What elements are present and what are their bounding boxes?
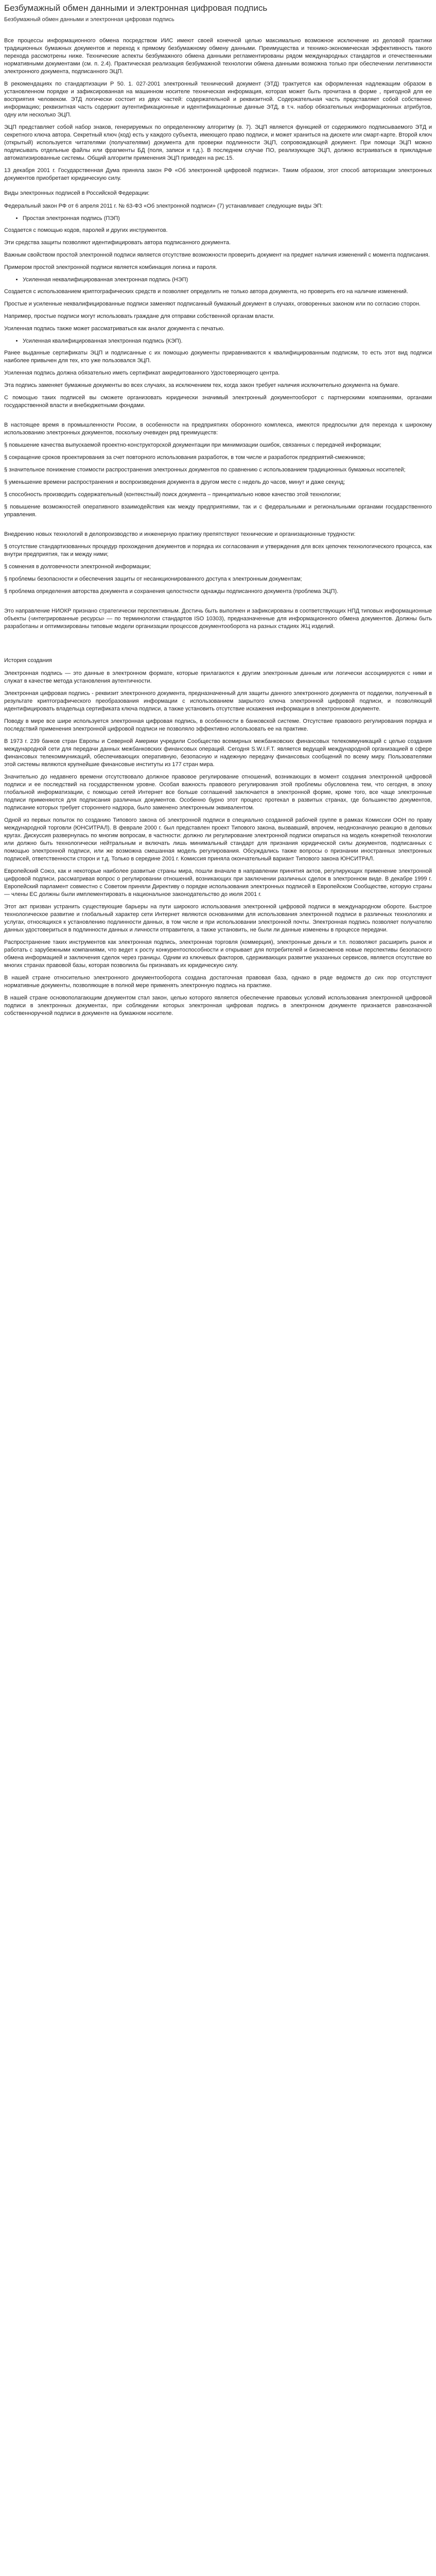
spacer (4, 642, 432, 650)
unqualified-paragraph: Усиленная подпись также может рассматриваться как аналог документа с печатью. (4, 326, 225, 332)
difficulty-item: § проблемы безопасности и обеспечения защиты от несанкционированного доступа к электронным документам; (4, 576, 302, 582)
history-paragraph: Этот акт призван устранить существующие барьеры на пути широкого использования электронной цифровой подписи в международном обороте. Быстрое технологическое развитие и глобальный характер сети Интернет являются основаниями для использования электронной подписи в различных технологиях и услугах, относящихся к установлению подлинности данных, в том числе и при использовании электронной почты. Электронная подпись позволяет получателю данных удостовериться в подлинности данных и личности отправителя, а также установить, не были ли данные изменены в процессе передачи. (4, 904, 432, 933)
spacer (4, 523, 432, 531)
qualified-paragraph: С помощью таких подписей вы сможете организовать юридически значимый электронный документооборот с партнерскими компаниями, органами государственной власти и внебюджетными фондами. (4, 395, 432, 409)
history-paragraph: Европейский Союз, как и некоторые наиболее развитые страны мира, пошли вначале в направлении принятия актов, регулирующих применение электронной цифровой подписи, рассматривая вопрос о регулировании отношений, возникающих при заключении различных сделок в электронном виде. В декабре 1999 г. Европейский парламент совместно с Советом приняли Директиву о порядке использования электронных подписей в Европейском Сообществе, которую страны — члены ЕС должны были имплементировать в национальное законодательство до июля 2001 г. (4, 868, 432, 897)
simple-paragraph: Создается с помощью кодов, паролей и других инструментов. (4, 227, 168, 233)
qualified-paragraph: Эта подпись заменяет бумажные документы во всех случаях, за исключением тех, когда закон требует наличия исключительно документа на бумаге. (4, 382, 399, 388)
difficulty-item: § отсутствие стандартизованных процедур прохождения документов и порядка их согласования и утверждения для всех цепочек технологического процесса, как внутри предприятия, так и между ними; (4, 544, 432, 557)
unqualified-paragraph: Создается с использованием криптографических средств и позволяет определить не только автора документа, но проверить его на наличие изменений. (4, 289, 408, 295)
advantage-item: § повышение возможностей оперативного взаимодействия как между предприятиями, так и с федеральными и региональными органами государственного управления. (4, 504, 432, 518)
page-subtitle: Безбумажный обмен данными и электронная цифровая подпись (4, 16, 175, 23)
simple-paragraph: Эти средства защиты позволяют идентифицировать автора подписанного документа. (4, 240, 231, 246)
list-item: • Простая электронная подпись (ПЭП) (23, 215, 432, 223)
advantage-item: § уменьшение времени распространения и воспроизведения документа в другом месте с недель до часов, минут и даже секунд; (4, 479, 345, 485)
simple-paragraph: Примером простой электронной подписи является комбинация логина и пароля. (4, 264, 217, 270)
list-item: • Усиленная неквалифицированная электронная подпись (НЭП) (23, 276, 432, 284)
article (0, 0, 436, 1032)
history-paragraph: Электронная цифровая подпись - реквизит электронного документа, предназначенный для защиты данного электронного документа от подделки, полученный в результате криптографического преобразования информации с использованием закрытого ключа электронной цифровой подписи, и позволяющий идентифицировать владельца сертификата ключа подписи, а также установить отсутствие искажения информации в электронном документе. (4, 690, 432, 712)
defense-intro: В настоящее время в промышленности России, в особенности на предприятиях оборонного комплекса, имеются предпосылки для перехода к широкому использованию электронных документов, поскольку очевиден ряд преимуществ: (4, 422, 432, 436)
advantage-item: § сокращение сроков проектирования за счет повторного использования разработок, в том числе и разработок предприятий-смежников; (4, 454, 365, 461)
page-title: Безбумажный обмен данными и электронная цифровая подпись (4, 3, 268, 13)
intro-paragraph: ЭЦП представляет собой набор знаков, генерируемых по определенному алгоритму (в. 7). ЭЦП является функцией от содержимого подписываемого ЭТД и секретного ключа автора. Секретный ключ (код) есть у каждого субъекта, имеющего право подписи, и может храниться на дискете или смарт-карте. Второй ключ (открытый) используется читателями (получателями) документа для проверки подлинности ЭЦП, сопровождающей документ. При помощи ЭЦП можно подписывать отдельные файлы или фрагменты БД (поля, записи и т.д.). В последнем случае ПО, реализующее ЭЦП, должно встраиваться в прикладные автоматизированные системы. Общий алгоритм применения ЭЦП приведен на рис.15. (4, 124, 432, 161)
list-item: • Усиленная квалифицированная электронная подпись (КЭП). (23, 337, 432, 345)
simple-paragraph: Важным свойством простой электронной подписи является отсутствие возможности проверить документ на предмет наличия изменений с момента подписания. (4, 252, 430, 258)
tail-paragraph: В нашей стране относительно электронного документооборота создана достаточная правовая база, однако в ряде ведомств до сих пор отсутствуют нормативные документы, позволяющие в полной мере применять электронную подпись на практике. (4, 975, 432, 989)
law-paragraph: Федеральный закон РФ от 6 апреля 2011 г. № 63-ФЗ «Об электронной подписи» (7) устанавливает следующие виды ЭП: (4, 203, 323, 209)
history-paragraph: Значительно до недавнего времени отсутствовало должное правовое регулирование отношений, возникающих в момент создания электронной цифровой подписи и ее последствий на государственном уровне. Особая важность правового регулирования этой проблемы обусловлена тем, что сегодня, в эпоху глобальной информатизации, с помощью сетей Интернет все больше соглашений заключается в электронной форме, кроме того, все чаще электронные подписи применяются для подписания различных документов. Особенно бурно этот процесс протекал в развитых странах, где большинство документов, подписание которых требует стороннего надзора, было заменено электронным эквивалентом. (4, 774, 432, 811)
difficulty-item: § проблема определения авторства документа и сохранения целостности однажды подписанного документа (проблема ЭЦП). (4, 588, 339, 595)
difficulties-intro: Внедрению новых технологий в делопроизводство и инженерную практику препятствуют технические и организационные трудности: (4, 531, 356, 537)
history-paragraph: Поводу в мире все шире используется электронная цифровая подпись, в особенности в банковской системе. Отсутствие правового регулирования порядка и последствий применения электронной цифровой подписи не позволяло эффективно использовать ее на практике. (4, 718, 432, 732)
history-paragraph: Электронная подпись — это данные в электронном формате, которые прилагаются к другим электронным данным или логически ассоциируются с ними и служат в качестве метода установления аутентичности. (4, 670, 432, 684)
intro-paragraph: 13 декабря 2001 г. Государственная Дума приняла закон РФ «Об электронной цифровой подписи». Таким образом, этот способ авторизации электронных документов приобретает юридическую силу. (4, 167, 432, 181)
history-paragraph: Одной из первых попыток по созданию Типового закона об электронной подписи в специально созданной рабочей группе в рамках Комиссии ООН по праву международной торговли (ЮНСИТРАЛ). В феврале 2000 г. был представлен проект Типового закона, вызвавший, впрочем, неоднозначную реакцию в деловых кругах. Дискуссия развернулась по многим вопросам, в частности: должно ли регулирование электронной подписи опираться на модель конкретной технологии или должно быть технологически нейтральным и включать лишь минимальный стандарт для признания юридической силы документов, подписанных с помощью электронной подписи, или же возможна смешанная модель регулирования. Обсуждались также вопросы о признании иностранных электронных подписей, ответственности сторон и т.д. Только в середине 2001 г. Комиссия приняла окончательный вариант Типового закона ЮНСИТРАЛ. (4, 817, 432, 862)
spacer (4, 414, 432, 421)
difficulty-item: § сомнения в долговечности электронной информации; (4, 564, 151, 570)
difficulties-conclusion: Это направление НИОКР признано стратегически перспективным. Достичь быть выполнен и зафиксированы в соответствующих НПД типовых информационные объекты (‹интегрированные ресурсы› — по терминологии стандартов ISO 10303), предназначенные для информационного обмена документов. Должны быть разработаны и оптимизированы типовые модели организации процессов документооборота на разных стадиях ЖЦ изделий. (4, 608, 432, 630)
intro-paragraph: Все процессы информационного обмена посредством ИИС имеют своей конечной целью максимально возможное исключение из деловой практики традиционных бумажных документов и переход к прямому безбумажному обмену данными. Преимущества и технико-экономическая эффективность такого перехода рассмотрены ниже. Технические аспекты безбумажного обмена данными регламентированы рядом международных стандартов и отечественными нормативными документами (см. п. 2.4). Практическая реализация безбумажной технологии обмена данными возможна только при обеспечении легитимности электронного документа, подписанного ЭЦП. (4, 38, 432, 75)
advantage-item: § значительное понижение стоимости распространения электронных документов по сравнению с использованием традиционных бумажных носителей; (4, 467, 406, 473)
types-heading: Виды электронных подписей в Российской Федерации: (4, 190, 150, 196)
spacer (4, 600, 432, 607)
unqualified-paragraph: Простые и усиленные неквалифицированные подписи заменяют подписанный бумажный документ в случаях, оговоренных законом или по согласию сторон. (4, 301, 421, 307)
types-list-unqualified (4, 276, 432, 284)
unqualified-paragraph: Например, простые подписи могут использовать граждане для отправки собственной органам власти. (4, 313, 275, 319)
types-list-qualified (4, 337, 432, 345)
history-paragraph: В 1973 г. 239 банков стран Европы и Северной Америки учредили Сообщество всемирных межбанковских финансовых телекоммуникаций с целью создания международной сети для передачи данных межбанковских финансовых операций. Сегодня S.W.I.F.T. является ведущей международной организацией в сфере финансовых телекоммуникаций, обеспечивающих оперативную, безопасную и надежную передачу финансовых сообщений по всему миру. Пользователями этой системы являются крупнейшие финансовые институты из 177 стран мира. (4, 738, 432, 768)
qualified-paragraph: Ранее выданные сертификаты ЭЦП и подписанные с их помощью документы приравниваются к квалифицированным подписям, то есть этот вид подписи наиболее привычен для тех, кто уже пользовался ЭЦП. (4, 350, 432, 364)
intro-paragraph: В рекомендациях по стандартизации Р 50. 1. 027-2001 электронный технический документ (ЭТД) трактуется как оформленная надлежащим образом в установленном порядке и зафиксированная на машинном носителе техническая информация, которая может быть прочитана в форме , пригодной для ее восприятия человеком. ЭТД логически состоит из двух частей: содержательной и реквизитной. Содержательная часть представляет собой собственно информацию; реквизитная часть содержит аутентификационные и идентификационные данные ЭТД, в т.ч. набор обязательных информационных атрибутов, одну или несколько ЭЦП. (4, 81, 432, 118)
spacer (4, 30, 432, 37)
advantage-item: § способность производить содержательный (контекстный) поиск документа – принципиально новое качество этой технологии; (4, 492, 341, 498)
types-list-simple (4, 215, 432, 223)
history-heading: История создания (4, 657, 52, 664)
advantage-item: § повышение качества выпускаемой проектно-конструкторской документации при минимизации ошибок, связанных с передачей информации; (4, 442, 381, 448)
tail-paragraph: Распространение таких инструментов как электронная подпись, электронная торговля (коммерция), электронные деньги и т.п. позволяют расширить рынок и работать с зарубежными компаниями, что ведет к росту конкурентоспособности и открывает для потребителей и бизнесменов новые перспективы безопасного обмена информацией и заключения сделок через границы. Одним из ключевых факторов, сдерживающих развитие указанных сервисов, является отсутствие во многих странах правовой базы, которая позволила бы признавать их юридическую силу. (4, 939, 432, 969)
spacer (4, 635, 432, 642)
qualified-paragraph: Усиленная подпись должна обязательно иметь сертификат аккредитованного Удостоверяющего центра. (4, 370, 280, 376)
tail-paragraph: В нашей стране основополагающим документом стал закон, целью которого является обеспечение правовых условий использования электронной цифровой подписи в электронных документах, при соблюдении которых электронная цифровая подпись в электронном документе признается равнозначной собственноручной подписи в документе на бумажном носителе. (4, 995, 432, 1016)
